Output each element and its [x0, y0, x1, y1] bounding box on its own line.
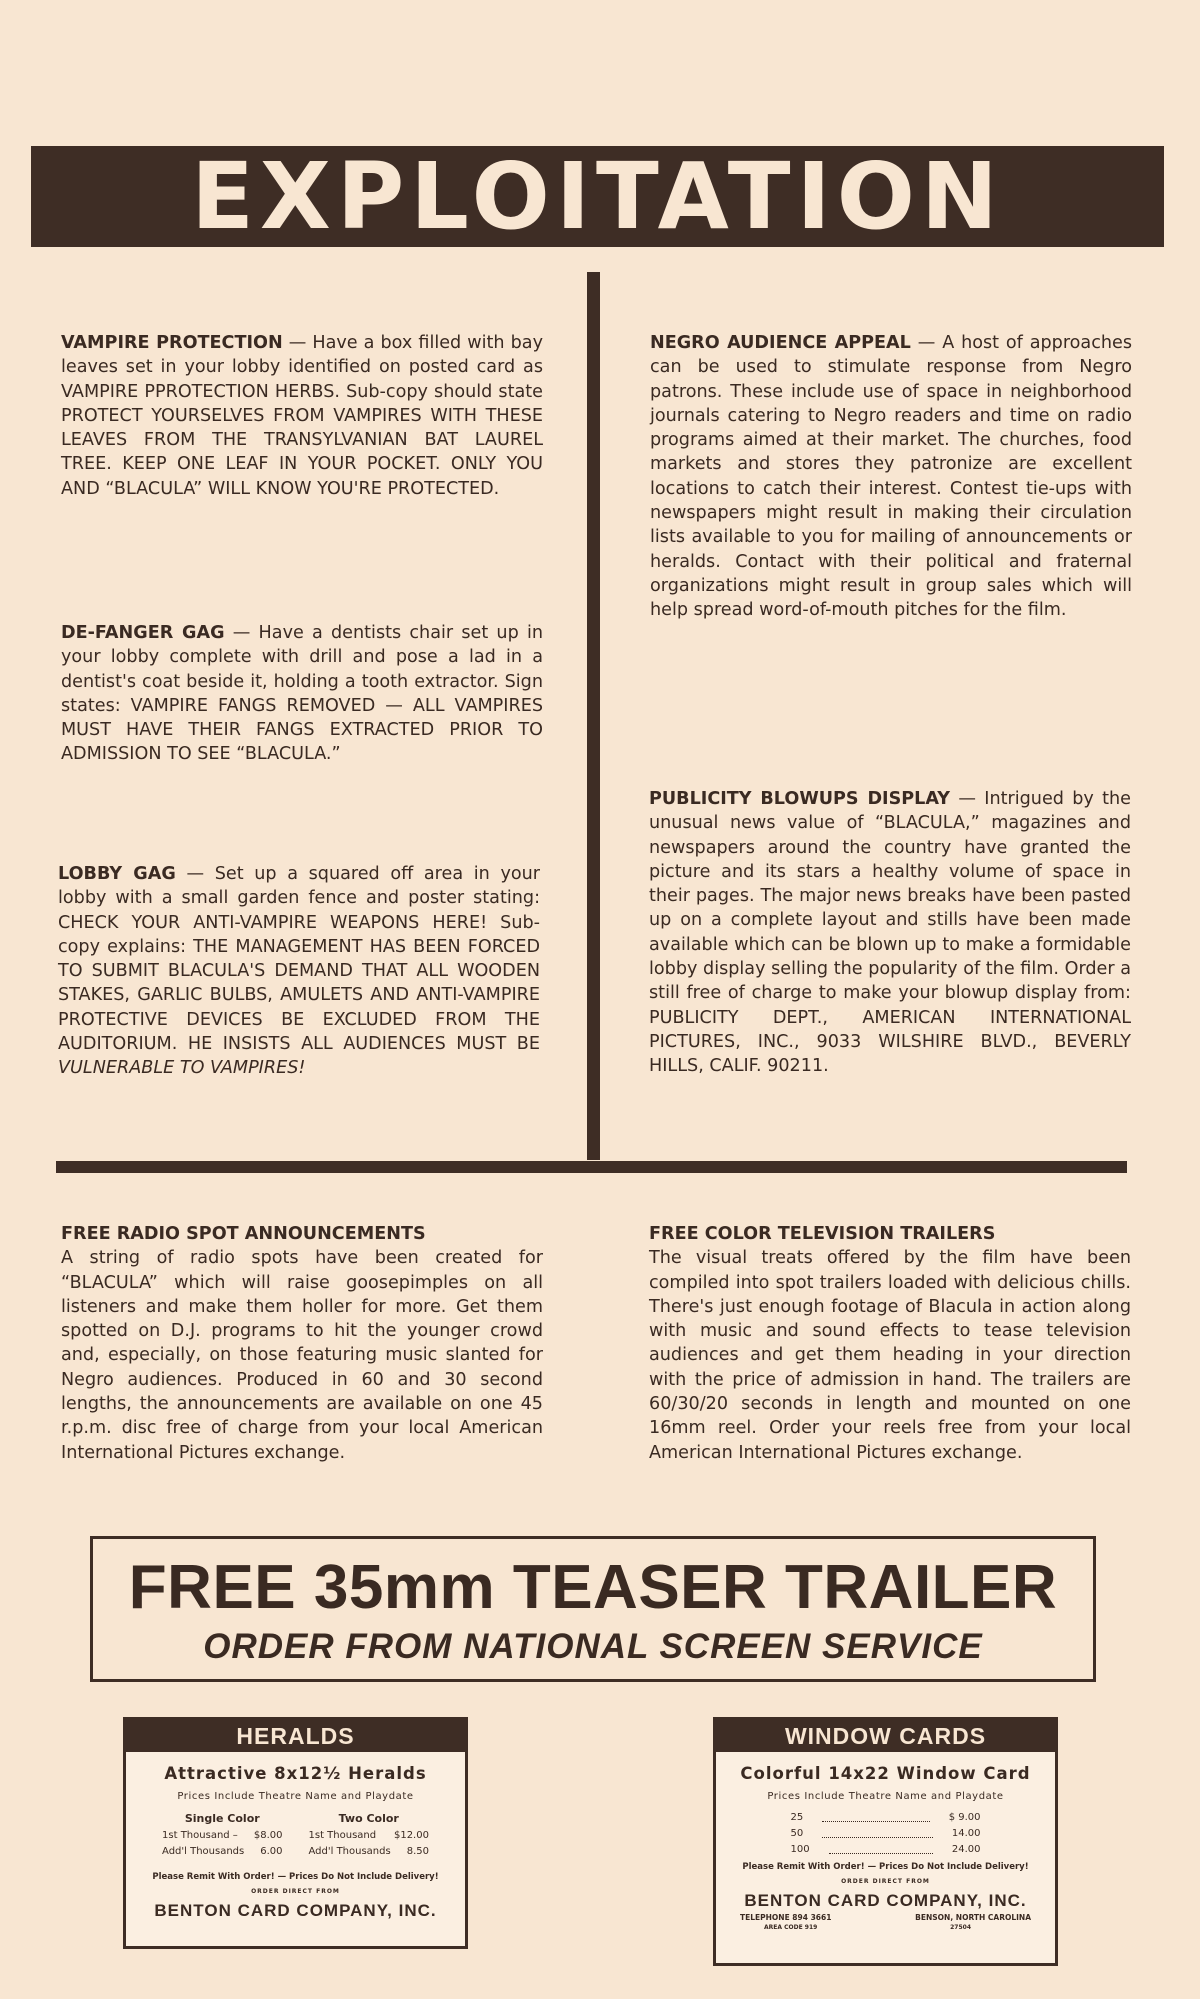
telephone: TELEPHONE 894 3661 [740, 1913, 832, 1922]
window-cards-remit: Please Remit With Order! — Prices Do Not Include Delivery! [742, 1862, 1029, 1872]
section-text: — Have a dentists chair set up in your lobby complete with drill and pose a lad in a dentist's coat beside it, holding a tooth extractor. Sign states: VAMPIRE FANGS REMOVED — ALL VAMPIRES MUST HAVE THEIR FANGS EXTRACTED PRIOR TO ADMISSION TO SEE “BLACULA.” [61, 623, 544, 765]
section-heading: PUBLICITY BLOWUPS DISPLAY [649, 789, 951, 809]
heralds-company: BENTON CARD COMPANY, INC. [154, 1901, 437, 1920]
window-cards-title: Colorful 14x22 Window Card [740, 1764, 1031, 1783]
banner-title: EXPLOITATION [191, 142, 1004, 250]
section-text: — Intrigued by the unusual news value of “BLACULA,” magazines and newspapers around the country have granted the picture and its stars a healthy volume of space in their pages. The major news breaks have been pasted up on a complete layout and stills have been made available which can be blown up to make a formidable lobby display selling the popularity of the film. Order a still free of charge to make your blowup display from: PUBLICITY DEPT., AMERICAN INTERNATIONAL PICTURES, INC., 9033 WILSHIRE BLVD., BEVERLY HILLS, CALIF. 90211. [649, 789, 1132, 1077]
area-code: AREA CODE 919 [764, 1924, 818, 1931]
window-cards-card [713, 1717, 1058, 1966]
window-cards-note: Prices Include Theatre Name and Playdate [767, 1791, 1004, 1802]
section-lobby-gag [58, 862, 540, 1081]
section-heading: NEGRO AUDIENCE APPEAL [650, 333, 911, 353]
section-tv-trailers [649, 1222, 1131, 1465]
heralds-title: Attractive 8x12½ Heralds [164, 1764, 427, 1783]
location: BENSON, NORTH CAROLINA [915, 1913, 1031, 1922]
window-cards-header: WINDOW CARDS [716, 1720, 1055, 1752]
section-heading: FREE COLOR TELEVISION TRAILERS [649, 1224, 996, 1244]
section-heading: VAMPIRE PROTECTION [61, 333, 283, 353]
section-heading: DE-FANGER GAG [61, 623, 225, 643]
teaser-subtitle: ORDER FROM NATIONAL SCREEN SERVICE [203, 1627, 983, 1666]
teaser-trailer-box [90, 1536, 1096, 1682]
section-text: — A host of approaches can be used to stimulate response from Negro patrons. These include use of space in neighborhood journals catering to Negro readers and time on radio programs aimed at their market. The churches, food markets and stores they patronize are excellent locations to catch their interest. Contest tie-ups with newspapers might result in making their circulation lists available to you for mailing of announcements or heralds. Contact with their political and fraternal organizations might result in group sales which will help spread word-of-mouth pitches for the film. [650, 333, 1133, 621]
section-text: — Have a box filled with bay leaves set in your lobby identified on posted card as VAMPIRE PPROTECTION HERBS. Sub-copy should state PROTECT YOURSELVES FROM VAMPIRES WITH THESE LEAVES FROM THE TRANSYLVANIAN BAT LAUREL TREE. KEEP ONE LEAF IN YOUR POCKET. ONLY YOU AND “BLACULA” WILL KNOW YOU'RE PROTECTED. [61, 333, 543, 499]
heralds-order-direct: ORDER DIRECT FROM [251, 1888, 340, 1895]
section-vampire-protection [61, 331, 543, 501]
horizontal-divider [56, 1161, 1127, 1173]
section-heading: FREE RADIO SPOT ANNOUNCEMENTS [61, 1224, 426, 1244]
heralds-header: HERALDS [126, 1720, 465, 1752]
section-text: The visual treats offered by the film have been compiled into spot trailers loaded with delicious chills. There's just enough footage of Blacula in action along with music and sound effects to tease television audiences and get them heading in your direction with the price of admission in hand. The trailers are 60/30/20 seconds in length and mounted on one 16mm reel. Order your reels free from your local American International Pictures exchange. [649, 1248, 1131, 1463]
heralds-remit: Please Remit With Order! — Prices Do Not Include Delivery! [152, 1872, 439, 1882]
window-cards-price-list: 25 $ 9.00 50 14.00 100 24.00 [790, 1812, 981, 1855]
vertical-divider [587, 272, 600, 1160]
window-cards-company: BENTON CARD COMPANY, INC. [744, 1891, 1027, 1910]
section-emphasis: VULNERABLE TO VAMPIRES! [58, 1058, 306, 1079]
single-color-prices: Single Color 1st Thousand – $8.00 Add'l Thousands 6.00 [162, 1812, 283, 1857]
section-text: — Set up a squared off area in your lobby with a small garden fence and poster stating: CHECK YOUR ANTI-VAMPIRE WEAPONS HERE! Sub-copy explains: THE MANAGEMENT HAS BEEN FORCED TO SUBMIT BLACULA'S DEMAND THAT ALL WOODEN STAKES, GARLIC BULBS, AMULETS AND ANTI-VAMPIRE PROTECTIVE DEVICES BE EXCLUDED FROM THE AUDITORIUM. HE INSISTS ALL AUDIENCES MUST BE [58, 864, 541, 1055]
heralds-note: Prices Include Theatre Name and Playdate [177, 1791, 414, 1802]
teaser-title: FREE 35mm TEASER TRAILER [128, 1553, 1058, 1622]
section-de-fanger-gag [61, 621, 543, 767]
section-negro-audience-appeal [650, 331, 1132, 623]
window-cards-order-direct: ORDER DIRECT FROM [841, 1878, 930, 1885]
section-publicity-blowups [649, 787, 1131, 1079]
two-color-prices: Two Color 1st Thousand $12.00 Add'l Thousands 8.50 [308, 1812, 429, 1857]
section-radio-spots [61, 1222, 543, 1465]
zip: 27504 [950, 1924, 971, 1931]
section-text: A string of radio spots have been created for “BLACULA” which will raise goosepimples on all listeners and make them holler for more. Get them spotted on D.J. programs to hit the younger crowd and, especially, on those featuring music slanted for Negro audiences. Produced in 60 and 30 second lengths, the announcements are available on one 45 r.p.m. disc free of charge from your local American International Pictures exchange. [61, 1248, 543, 1463]
section-heading: LOBBY GAG [58, 864, 176, 884]
exploitation-banner [31, 142, 1164, 250]
heralds-card [123, 1717, 468, 1949]
